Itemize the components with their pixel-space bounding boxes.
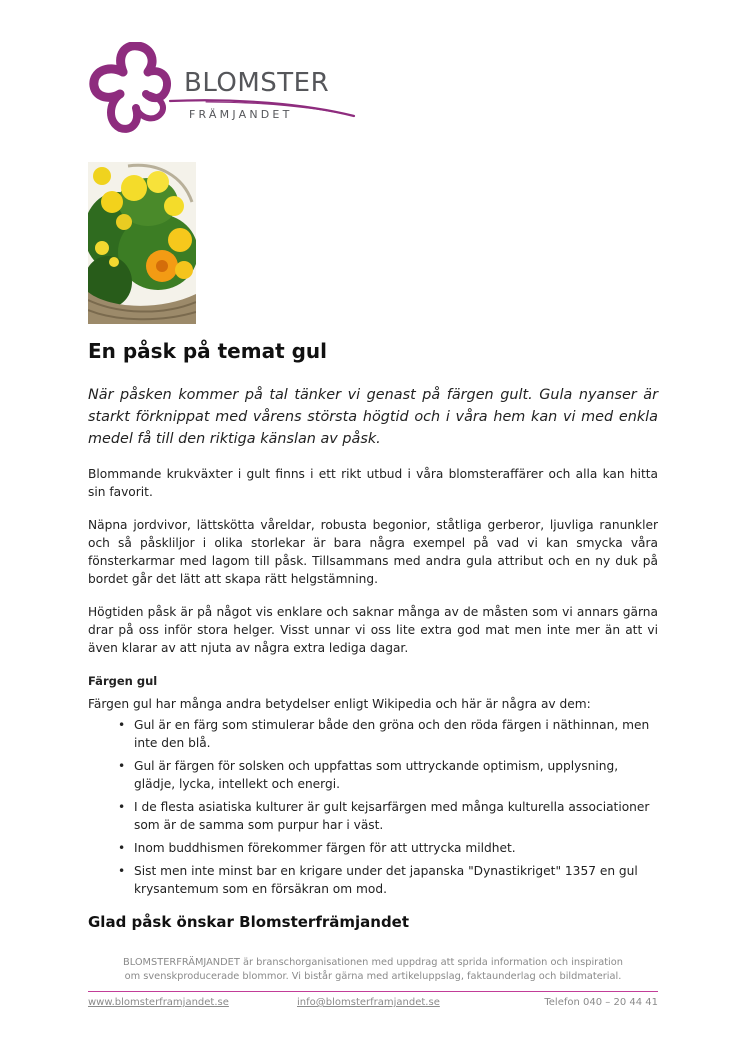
paragraph: Näpna jordvivor, lättskötta våreldar, robusta begonior, ståtliga gerberor, ljuvliga ranunkler och så påskliljor i olika storlekar är bara några exempel på vad vi kan smycka våra fönsterkarmar med lagom till påsk. Tillsammans med andra gula attribut och en ny duk på bordet går det lätt att skapa rätt helgstämning. (88, 518, 658, 586)
bullet-icon: • (118, 759, 126, 773)
bullet-icon: • (118, 718, 126, 732)
list-item (118, 862, 658, 898)
website-link[interactable]: www.blomsterframjandet.se (88, 997, 229, 1008)
list-item-text: Inom buddhismen förekommer färgen för att uttrycka mildhet. (134, 841, 516, 855)
footer-divider (88, 991, 658, 992)
list-item (118, 798, 658, 834)
list-item-text: Gul är färgen för solsken och uppfattas som uttryckande optimism, upplysning, glädje, lycka, intellekt och energi. (134, 759, 619, 791)
article-lead: När påsken kommer på tal tänker vi genast på färgen gult. Gula nyanser är starkt förknippat med vårens största högtid och i våra hem kan vi med enkla medel få till den riktiga känslan av påsk. (88, 387, 658, 447)
list-item (118, 757, 658, 793)
list-item (118, 839, 658, 857)
flower-basket-photo (88, 162, 196, 324)
footer-about-line: BLOMSTERFRÄMJANDET är branschorganisationen med uppdrag att sprida information och inspiration (123, 957, 623, 968)
bullet-icon: • (118, 800, 126, 814)
yellow-flowers-image (88, 162, 196, 324)
phone-number: Telefon 040 – 20 44 41 (544, 997, 658, 1008)
bullet-icon: • (118, 864, 126, 878)
paragraph: Högtiden påsk är på något vis enklare och saknar många av de måsten som vi annars gärna drar på oss inför stora helger. Visst unnar vi oss lite extra god mat men inte mer än att vi även klarar av att njuta av några extra lediga dagar. (88, 605, 658, 655)
brand-name: BLOMSTER (184, 68, 330, 98)
list-item (118, 716, 658, 752)
color-facts-list (88, 716, 658, 898)
article-title: En påsk på temat gul (88, 339, 328, 363)
bullet-icon: • (118, 841, 126, 855)
section-intro: Färgen gul har många andra betydelser enligt Wikipedia och här är några av dem: (88, 697, 591, 711)
footer-about (88, 956, 658, 984)
list-item-text: I de flesta asiatiska kulturer är gult kejsarfärgen med många kulturella associationer som är de samma som purpur har i väst. (134, 800, 650, 832)
footer-contact (88, 997, 658, 1013)
list-item-text: Gul är en färg som stimulerar både den gröna och den röda färgen i näthinnan, men inte den blå. (134, 718, 650, 750)
closing-greeting: Glad påsk önskar Blomsterfrämjandet (88, 913, 410, 931)
paragraph: Blommande krukväxter i gult finns i ett rikt utbud i våra blomsteraffärer och alla kan hitta sin favorit. (88, 467, 658, 499)
footer-about-line: om svenskproducerade blommor. Vi bistår gärna med artikeluppslag, faktaunderlag och bildmaterial. (124, 971, 622, 982)
list-item-text: Sist men inte minst bar en krigare under det japanska "Dynastikriget" 1357 en gul krysantemum som en försäkran om mod. (134, 864, 638, 896)
email-link[interactable]: info@blomsterframjandet.se (297, 997, 440, 1008)
brand-subtitle: FRÄMJANDET (189, 108, 293, 121)
section-heading: Färgen gul (88, 674, 158, 688)
brand-logo (86, 42, 366, 137)
article-body (88, 384, 658, 903)
